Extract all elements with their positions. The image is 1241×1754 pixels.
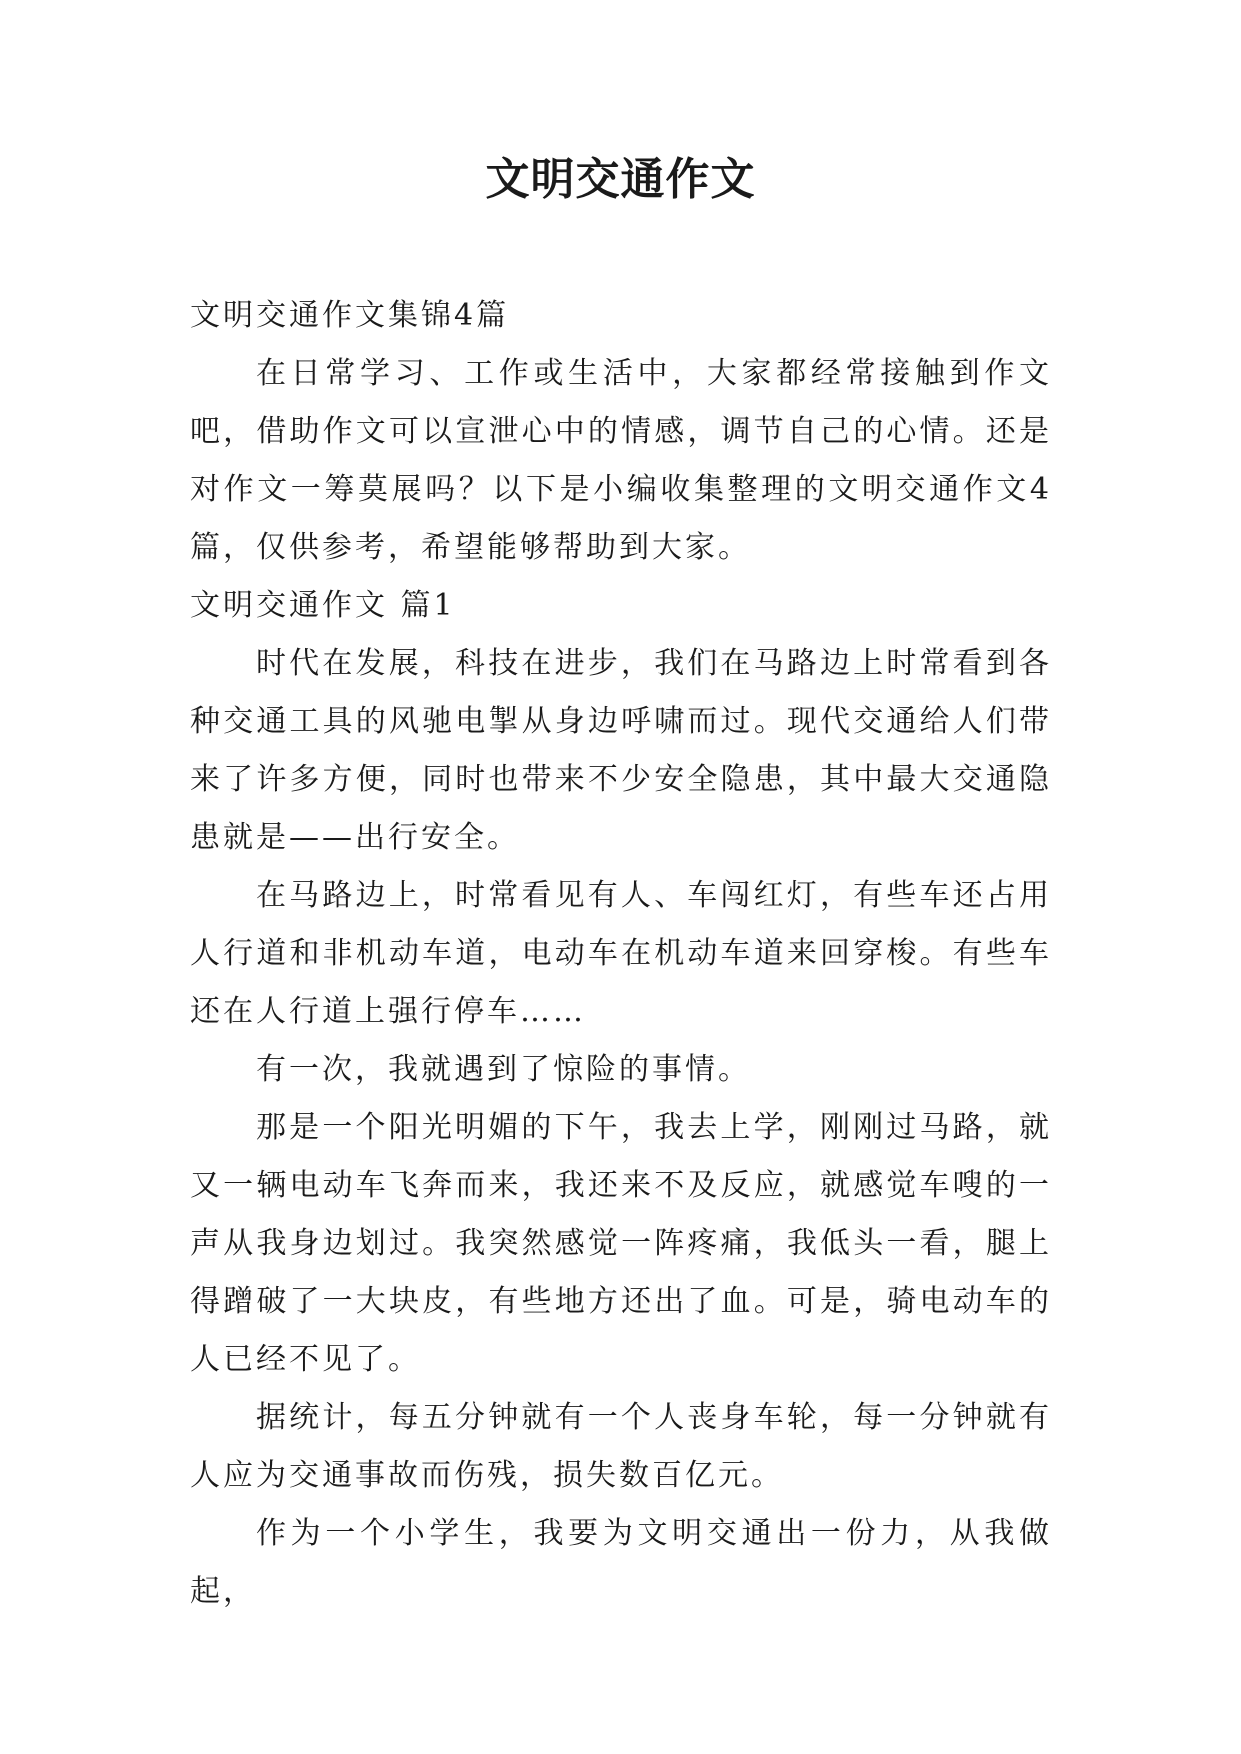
body-paragraph: 作为一个小学生，我要为文明交通出一份力，从我做起， — [190, 1516, 1052, 1609]
body-paragraph: 据统计，每五分钟就有一个人丧身车轮，每一分钟就有人应为交通事故而伤残，损失数百亿元。 — [190, 1400, 1052, 1493]
body-paragraph: 那是一个阳光明媚的下午，我去上学，刚刚过马路，就又一辆电动车飞奔而来，我还来不及反应，就感觉车嗖的一声从我身边划过。我突然感觉一阵疼痛，我低头一看，腿上得蹭破了一大块皮，有些地方还出了血。可是，骑电动车的人已经不见了。 — [190, 1110, 1052, 1377]
collection-heading: 文明交通作文集锦4篇 — [190, 298, 510, 333]
body-paragraph: 有一次，我就遇到了惊险的事情。 — [256, 1052, 751, 1087]
body-paragraph: 时代在发展，科技在进步，我们在马路边上时常看到各种交通工具的风驰电掣从身边呼啸而过。现代交通给人们带来了许多方便，同时也带来不少安全隐患，其中最大交通隐患就是——出行安全。 — [190, 646, 1052, 855]
section-heading-1: 文明交通作文 篇1 — [190, 588, 456, 623]
intro-paragraph: 在日常学习、工作或生活中，大家都经常接触到作文吧，借助作文可以宣泄心中的情感，调节自己的心情。还是对作文一筹莫展吗？以下是小编收集整理的文明交通作文4篇，仅供参考，希望能够帮助到大家。 — [190, 356, 1052, 565]
body-paragraph: 在马路边上，时常看见有人、车闯红灯，有些车还占用人行道和非机动车道，电动车在机动车道来回穿梭。有些车还在人行道上强行停车…… — [190, 878, 1052, 1029]
document-body — [190, 287, 1052, 1621]
document-title: 文明交通作文 — [485, 154, 756, 205]
